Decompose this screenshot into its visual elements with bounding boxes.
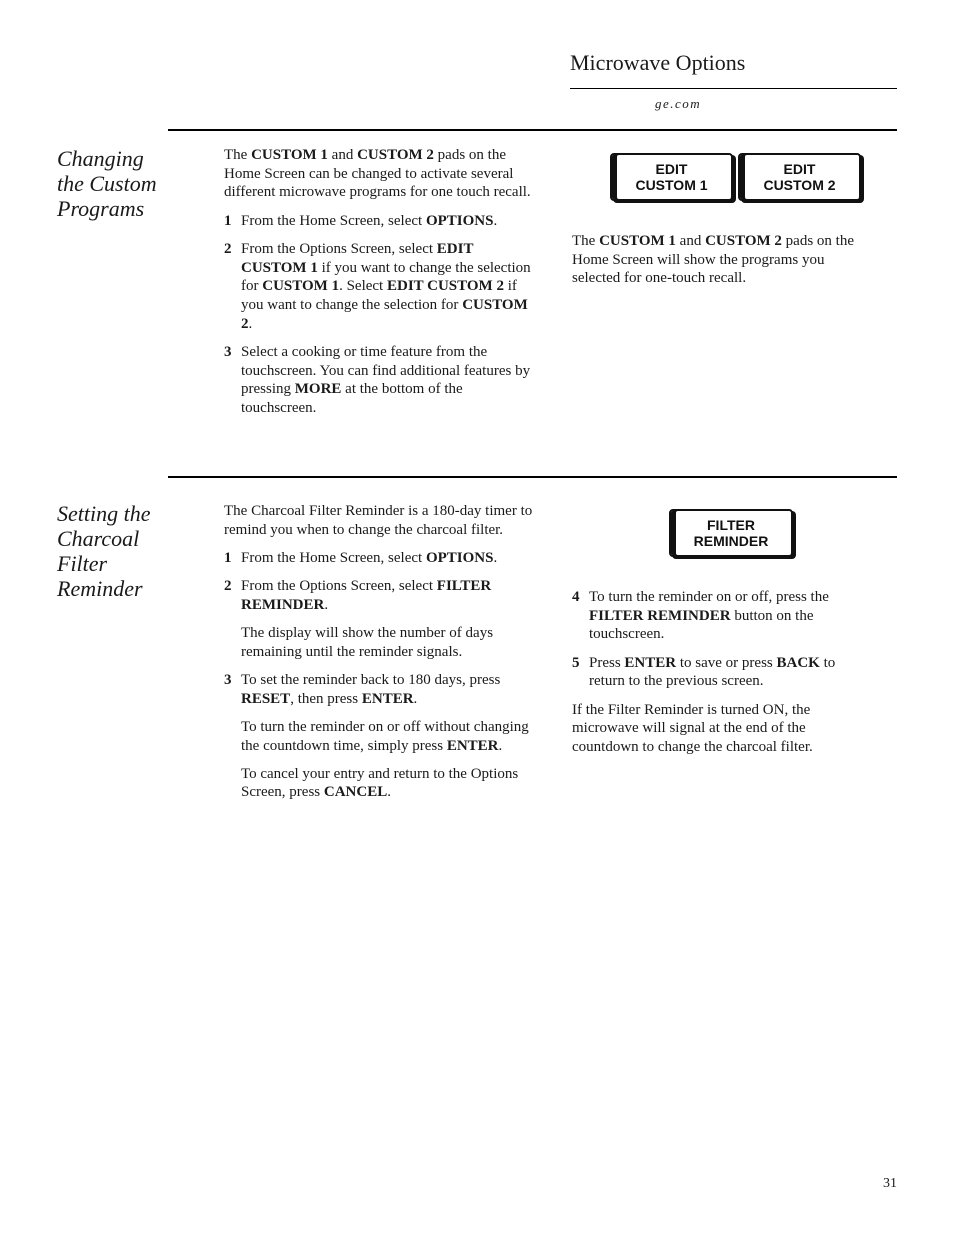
step-number: 5 [572,654,580,671]
text-run: The Charcoal Filter Reminder is a 180-day timer to remind you when to change the charcoal filter. [224,503,533,538]
custom-programs-note [572,232,872,298]
text-run: The [224,147,252,163]
site-url: ge.com [655,96,702,111]
step-text [589,588,872,644]
text-run: To turn the reminder on or off, press the [589,589,829,605]
text-run: From the Home Screen, select [241,212,426,229]
bold-term: FILTER REMINDER [589,607,731,624]
step-text [241,577,536,614]
bold-term: CUSTOM 1 [251,147,328,163]
bold-term: CUSTOM 1 [599,233,676,249]
bold-term: CUSTOM 2 [357,147,434,163]
bold-term: BACK [776,654,820,671]
text-run: and [327,147,358,163]
custom-programs-intro [224,146,536,202]
filter-reminder-instructions [224,502,536,812]
bold-term: ENTER [446,737,499,754]
text-run: From the Home Screen, select [241,549,426,566]
text-run: To cancel your entry and return to the Options Screen, press [241,765,519,801]
button-label-line1: EDIT [783,161,816,177]
text-run: . [324,596,329,613]
step-number: 2 [224,240,232,257]
step-text [241,212,536,231]
step-number: 4 [572,589,580,605]
text-run: Press [589,654,625,671]
step-number: 3 [224,343,232,360]
step-note [224,718,536,755]
page-header-title: Microwave Options [570,50,746,75]
step-note [224,624,536,661]
text-run: . [493,212,498,229]
step-4 [572,588,872,644]
button-label-line1: EDIT [655,161,688,177]
step-3 [224,343,536,418]
text-run: To turn the reminder on or off without changing the countdown time, simply press [241,718,529,754]
step-number: 3 [224,671,232,688]
bold-term: OPTIONS [425,549,494,566]
text-run: . [498,737,503,754]
bold-term: MORE [294,381,342,398]
step-1 [224,549,536,568]
button-label-line2: CUSTOM 2 [763,177,836,193]
text-run: pads on the Home Screen will show the programs you selected for one-touch recall. [572,233,854,287]
step-3 [224,671,536,708]
step-number: 1 [224,212,232,229]
bold-term: EDIT CUSTOM 2 [386,278,504,295]
text-run: . [493,549,498,566]
bold-term: CANCEL [323,784,388,801]
text-run: and [675,233,706,249]
filter-reminder-note [572,701,872,757]
text-run: pads on the Home Screen can be changed to activate several different microwave programs for one touch recall. [224,147,531,201]
bold-term: FILTER REMINDER [241,578,492,613]
text-run: The display will show the number of days remaining until the reminder signals. [241,625,494,660]
section-title-filter-reminder: Setting the Charcoal Filter Reminder [57,501,151,601]
step-text [241,549,536,568]
step-2 [224,577,536,614]
text-run: . [248,315,253,332]
text-run: . [387,784,391,801]
button-label-line2: REMINDER [693,533,769,549]
edit-custom-1-button[interactable] [610,153,733,201]
bold-term: CUSTOM 2 [241,296,528,332]
text-run: if you want to change the selection for [241,278,517,313]
step-1 [224,212,536,231]
step-2 [224,240,536,334]
button-label-line2: CUSTOM 1 [635,177,708,193]
edit-custom-2-button[interactable] [738,153,861,201]
text-run: To set the reminder back to 180 days, press [241,671,501,688]
text-run: to return to the previous screen. [589,654,836,690]
filter-reminder-button[interactable] [669,509,793,557]
section-divider [168,476,897,478]
filter-reminder-right-column [572,588,872,766]
custom-programs-instructions [224,146,536,427]
text-run: if you want to change the selection for [241,259,531,295]
bold-term: EDIT CUSTOM 1 [241,240,474,276]
header-rule [570,88,897,89]
text-run: From the Options Screen, select [241,240,437,257]
text-run: to save or press [676,654,777,671]
step-number: 2 [224,578,232,595]
section-title-custom-programs: Changing the Custom Programs [57,146,157,221]
text-run: . Select [339,278,387,295]
filter-reminder-intro [224,502,536,539]
text-run: From the Options Screen, select [241,578,437,595]
text-run: . [413,690,418,707]
text-run: The [572,233,600,249]
step-text [589,654,872,691]
step-text [241,343,536,418]
step-number: 1 [224,549,232,566]
bold-term: CUSTOM 1 [262,278,340,295]
bold-term: CUSTOM 2 [705,233,782,249]
button-label-line1: FILTER [707,517,755,533]
bold-term: RESET [241,690,291,707]
text-run: at the bottom of the touchscreen. [241,381,463,416]
bold-term: ENTER [361,690,414,707]
step-note [224,765,536,802]
step-text [241,671,536,708]
text-run: Select a cooking or time feature from the touchscreen. You can find additional features by pressing [241,343,531,398]
bold-term: OPTIONS [425,212,494,229]
text-run: If the Filter Reminder is turned ON, the microwave will signal at the end of the countdown to change the charcoal filter. [572,701,813,755]
step-text [241,240,536,334]
page-number: 31 [883,1176,897,1191]
text-run: button on the touchscreen. [589,607,814,643]
section-divider [168,129,897,131]
text-run: , then press [290,690,362,707]
custom-pads-description [572,232,872,288]
step-5 [572,654,872,691]
bold-term: ENTER [624,654,677,671]
